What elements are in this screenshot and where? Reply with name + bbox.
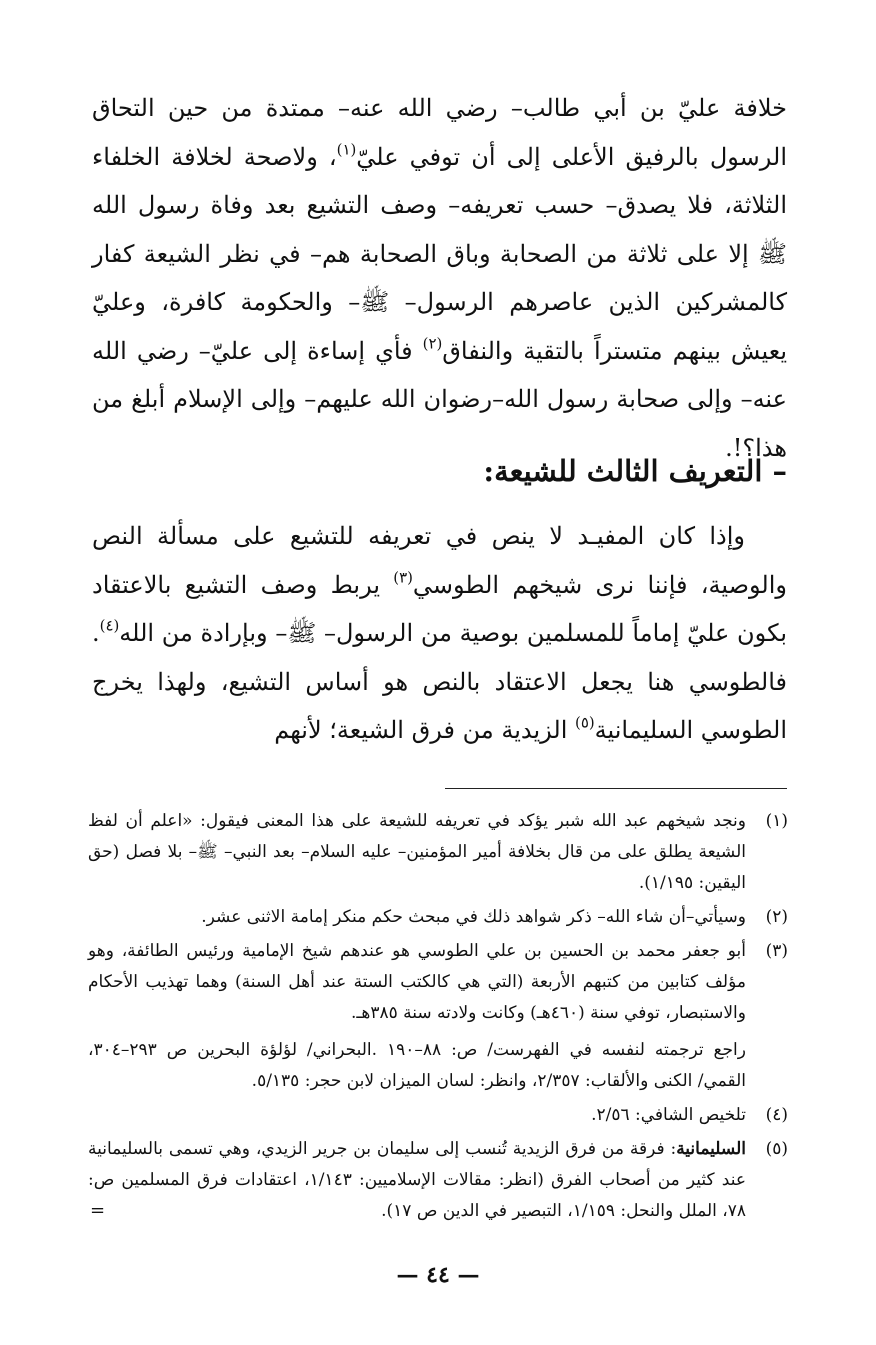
footnote-2	[88, 902, 788, 933]
text-run: ، ولاصحة لخلافة الخلفاء الثلاثة، فلا يصدق– حسب تعريفه– وصف التشيع بعد وفاة رسول الله ﷺ إلا على ثلاثة من الصحابة وباق الصحابة هم– في نظر الشيعة كفار كالمشركين الذين عاصرهم الرسول– ﷺ– والحكومة كافرة، وعليّ يعيش بينهم متستراً بالتقية والنفاق	[92, 142, 787, 365]
footnote-text: ونجد شيخهم عبد الله شبر يؤكد في تعريفه للشيعة على هذا المعنى فيقول: «اعلم أن لفظ الشيعة يطلق على من قال بخلافة أمير المؤمنين– عليه السلام– بعد النبي– ﷺ– بلا فصل (حق اليقين: ١/١٩٥).	[88, 811, 746, 893]
footnote-text: تلخيص الشافي: ٢/٥٦.	[591, 1105, 746, 1125]
main-paragraph-1	[92, 84, 787, 472]
text-run: وإذا كان المفيـد لا ينص في تعريفه للتشيع على مسألة النص والوصية، فإننا نرى شيخهم الطوسي	[92, 522, 787, 599]
footnote-3	[88, 936, 788, 1097]
paragraph-text	[92, 84, 787, 472]
footnote-term: السليمانية	[676, 1139, 746, 1159]
footnote-ref-4[interactable]: (٤)	[99, 616, 120, 635]
text-run: . فالطوسي هنا يجعل الاعتقاد بالنص هو أساس التشيع، ولهذا يخرج الطوسي السليمانية	[92, 619, 787, 744]
page-number: — ٤٤ —	[396, 1262, 480, 1288]
text-run: خلافة عليّ بن أبي طالب– رضي الله عنه– ممتدة من حين التحاق الرسول بالرفيق الأعلى إلى أن توفي عليّ	[92, 94, 787, 171]
paragraph-text	[92, 512, 787, 755]
footnote-number: (٥)	[765, 1139, 788, 1159]
footnote-4	[88, 1100, 788, 1131]
text-run: فأي إساءة إلى عليّ– رضي الله عنه– وإلى صحابة رسول الله–رضوان الله عليهم– وإلى الإسلام أبلغ من هذا؟!.	[92, 336, 787, 462]
footnote-ref-2[interactable]: (٢)	[422, 334, 443, 353]
footnote-ref-3[interactable]: (٣)	[393, 568, 413, 587]
footnote-text: أبو جعفر محمد بن الحسين بن علي الطوسي هو عندهم شيخ الإمامية ورئيس الطائفة، وهو مؤلف كتابين من كتبهم الأربعة (التي هي كالكتب الستة عند أهل السنة) وهما تهذيب الأحكام والاستبصار، توفي سنة (٤٦٠هـ) وكانت ولادته سنة ٣٨٥هـ.	[88, 941, 746, 1023]
footnote-ref-1[interactable]: (١)	[336, 140, 357, 159]
footnote-text-references: راجع ترجمته لنفسه في الفهرست/ ص: ٨٨–١٩٠ .البحراني/ لؤلؤة البحرين ص ٢٩٣–٣٠٤، القمي/ الكنى والألقاب: ٢/٣٥٧، وانظر: لسان الميزان لابن حجر: ٥/١٣٥.	[88, 1040, 746, 1091]
main-paragraph-2	[92, 512, 787, 755]
section-heading: – التعريف الثالث للشيعة:	[483, 454, 787, 488]
footnote-ref-5[interactable]: (٥)	[575, 713, 595, 732]
footnotes-section	[88, 806, 788, 1230]
text-run: الزيدية من فرق الشيعة؛ لأنهم	[274, 716, 575, 744]
footnote-divider	[445, 788, 787, 789]
footnote-text: وسيأتي–أن شاء الله– ذكر شواهد ذلك في مبحث حكم منكر إمامة الاثنى عشر.	[201, 907, 746, 927]
footnote-number: (٤)	[765, 1105, 788, 1125]
footnote-number: (٢)	[765, 907, 788, 927]
footnote-5	[88, 1134, 788, 1227]
text-run: يربط وصف التشيع بالاعتقاد بكون عليّ إماماً للمسلمين بوصية من الرسول– ﷺ– وبإرادة من الله	[92, 570, 787, 647]
footnote-number: (١)	[765, 811, 788, 831]
footnote-number: (٣)	[765, 941, 788, 961]
footnote-1	[88, 806, 788, 899]
continuation-mark: =	[90, 1200, 106, 1221]
footnote-text	[88, 1134, 746, 1227]
footnote-text-run: : فرقة من فرق الزيدية تُنسب إلى سليمان بن جرير الزيدي، وهي تسمى بالسليمانية عند كثير من أصحاب الفرق (انظر: مقالات الإسلاميين: ١/١٤٣، اعتقادات فرق المسلمين ص: ٧٨، الملل والنحل: ١/١٥٩، التبصير في الدين ص ١٧).	[88, 1139, 746, 1221]
